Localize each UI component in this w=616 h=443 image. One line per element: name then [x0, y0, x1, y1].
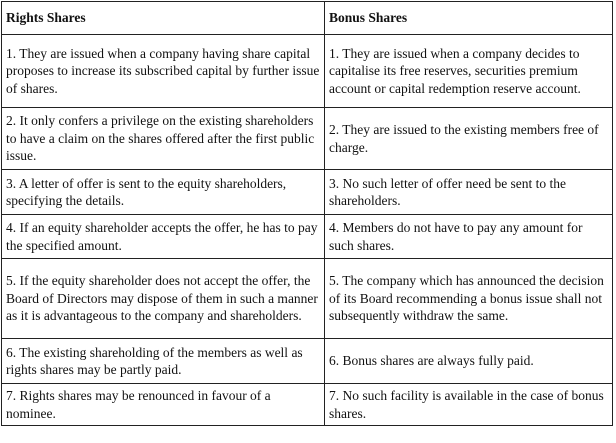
bonus-cell: 6. Bonus shares are always fully paid. — [325, 339, 613, 384]
table-row — [2, 108, 613, 170]
bonus-cell: 3. No such letter of offer need be sent to the shareholders. — [325, 170, 613, 215]
table-header-row — [2, 2, 613, 35]
rights-cell: 6. The existing shareholding of the members as well as rights shares may be partly paid. — [2, 339, 325, 384]
bonus-cell: 5. The company which has announced the decision of its Board recommending a bonus issue shall not subsequently withdraw the same. — [325, 259, 613, 339]
table-row — [2, 259, 613, 339]
table-row — [2, 170, 613, 215]
table-row — [2, 384, 613, 426]
rights-cell: 2. It only confers a privilege on the existing shareholders to have a claim on the shares offered after the first public issue. — [2, 108, 325, 170]
bonus-cell: 1. They are issued when a company decides to capitalise its free reserves, securities premium account or capital redemption reserve account. — [325, 35, 613, 108]
bonus-cell: 4. Members do not have to pay any amount for such shares. — [325, 215, 613, 259]
bonus-cell: 2. They are issued to the existing members free of charge. — [325, 108, 613, 170]
table-row — [2, 35, 613, 108]
bonus-cell: 7. No such facility is available in the case of bonus shares. — [325, 384, 613, 426]
rights-cell: 3. A letter of offer is sent to the equity shareholders, specifying the details. — [2, 170, 325, 215]
rights-cell: 1. They are issued when a company having share capital proposes to increase its subscribed capital by further issue of shares. — [2, 35, 325, 108]
rights-cell: 4. If an equity shareholder accepts the offer, he has to pay the specified amount. — [2, 215, 325, 259]
table-row — [2, 215, 613, 259]
table-row — [2, 339, 613, 384]
rights-cell: 5. If the equity shareholder does not accept the offer, the Board of Directors may dispose of them in such a manner as it is advantageous to the company and shareholders. — [2, 259, 325, 339]
header-bonus-shares: Bonus Shares — [325, 2, 613, 35]
comparison-table — [1, 1, 613, 426]
rights-cell: 7. Rights shares may be renounced in favour of a nominee. — [2, 384, 325, 426]
header-rights-shares: Rights Shares — [2, 2, 325, 35]
